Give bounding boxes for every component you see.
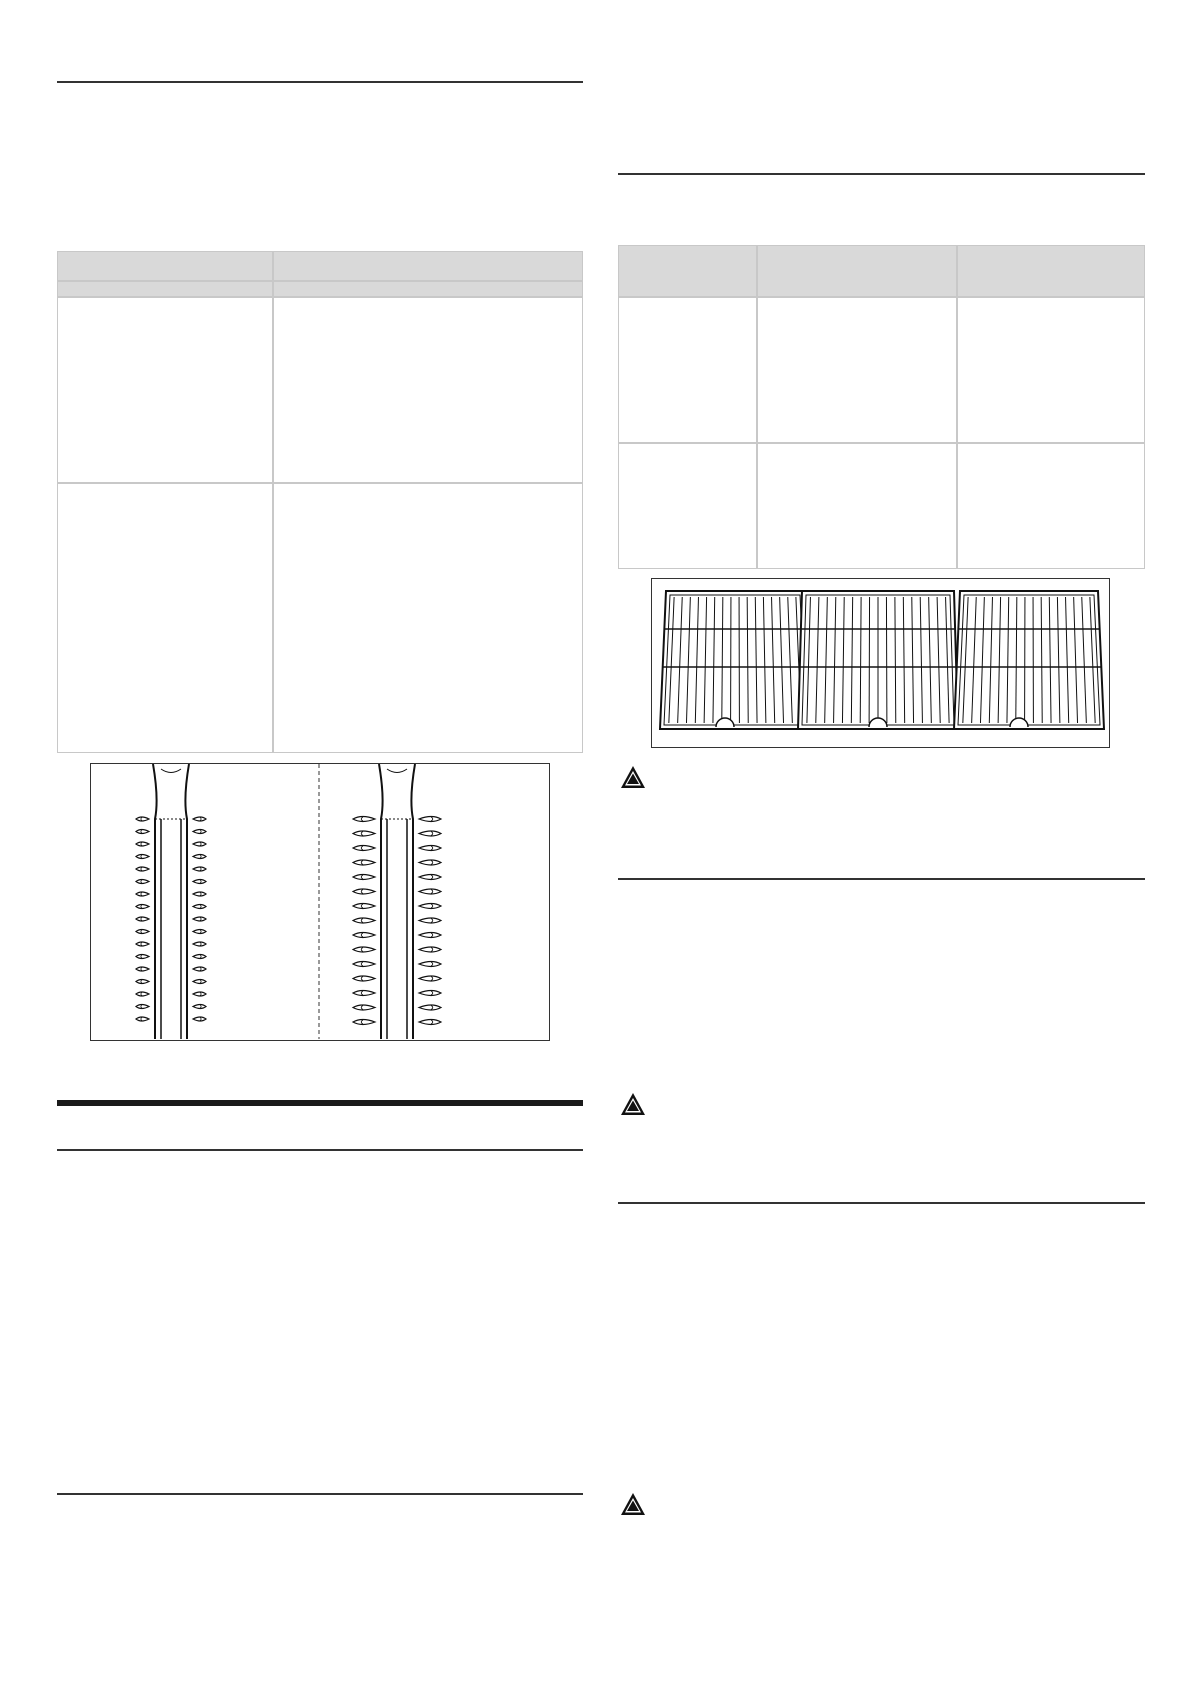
flame-left bbox=[353, 904, 375, 909]
table-cell bbox=[757, 297, 957, 443]
section-divider bbox=[618, 878, 1145, 880]
table-subheader-cell bbox=[273, 281, 583, 297]
flame-left bbox=[353, 875, 375, 880]
chapter-divider bbox=[57, 1100, 583, 1106]
cooking-grates-figure bbox=[651, 578, 1110, 748]
flame-right bbox=[419, 904, 441, 909]
table-header-cell bbox=[957, 245, 1145, 297]
section-divider bbox=[57, 81, 583, 83]
flame-left bbox=[353, 1020, 375, 1025]
flame-right bbox=[419, 976, 441, 981]
table-subheader-cell bbox=[57, 281, 273, 297]
section-divider bbox=[57, 1493, 583, 1495]
flame-right bbox=[419, 875, 441, 880]
flame-right bbox=[419, 846, 441, 851]
flame-left bbox=[136, 880, 149, 884]
warning-triangle-icon bbox=[620, 1492, 646, 1516]
flame-left bbox=[353, 918, 375, 923]
flame-right bbox=[193, 1017, 206, 1021]
burner-tube-outline bbox=[411, 764, 415, 1039]
flame-left bbox=[136, 1017, 149, 1021]
table-cell bbox=[57, 483, 273, 753]
cooking-grates-illustration bbox=[652, 579, 1108, 746]
warning-triangle-icon bbox=[620, 1092, 646, 1116]
flame-right bbox=[193, 880, 206, 884]
flame-left bbox=[136, 817, 149, 821]
flame-left bbox=[136, 955, 149, 959]
table-cell bbox=[757, 443, 957, 569]
flame-right bbox=[193, 967, 206, 971]
flame-right bbox=[419, 962, 441, 967]
flame-left bbox=[353, 947, 375, 952]
flame-left bbox=[136, 967, 149, 971]
flame-left bbox=[353, 846, 375, 851]
table-header-cell bbox=[757, 245, 957, 297]
flame-right bbox=[193, 930, 206, 934]
flame-right bbox=[419, 831, 441, 836]
table-cell bbox=[273, 483, 583, 753]
flame-left bbox=[136, 842, 149, 846]
table-cell bbox=[618, 297, 757, 443]
flame-left bbox=[353, 991, 375, 996]
flame-right bbox=[419, 1020, 441, 1025]
section-divider bbox=[618, 1202, 1145, 1204]
table-cell bbox=[957, 297, 1145, 443]
section-divider bbox=[57, 1149, 583, 1151]
flame-right bbox=[193, 980, 206, 984]
flame-right bbox=[419, 889, 441, 894]
flame-left bbox=[353, 889, 375, 894]
flame-left bbox=[136, 930, 149, 934]
flame-left bbox=[136, 942, 149, 946]
flame-left bbox=[353, 860, 375, 865]
flame-left bbox=[136, 980, 149, 984]
flame-right bbox=[193, 905, 206, 909]
burner-flame-figure bbox=[90, 763, 550, 1041]
flame-left bbox=[353, 817, 375, 822]
flame-left bbox=[136, 992, 149, 996]
flame-left bbox=[136, 867, 149, 871]
flame-right bbox=[419, 817, 441, 822]
flame-right bbox=[419, 1005, 441, 1010]
flame-left bbox=[136, 905, 149, 909]
flame-left bbox=[136, 830, 149, 834]
flame-right bbox=[193, 917, 206, 921]
table-header-cell bbox=[273, 251, 583, 281]
flame-left bbox=[353, 933, 375, 938]
table-header-cell bbox=[57, 251, 273, 281]
flame-right bbox=[193, 992, 206, 996]
flame-left bbox=[353, 1005, 375, 1010]
section-divider bbox=[618, 173, 1145, 175]
flame-right bbox=[193, 942, 206, 946]
flame-left bbox=[353, 831, 375, 836]
table-cell bbox=[273, 297, 583, 483]
flame-left bbox=[353, 962, 375, 967]
flame-right bbox=[193, 855, 206, 859]
warning-triangle-icon bbox=[620, 765, 646, 789]
table-cell bbox=[618, 443, 757, 569]
flame-right bbox=[193, 817, 206, 821]
table-cell bbox=[57, 297, 273, 483]
flame-right bbox=[419, 860, 441, 865]
cooking-grate bbox=[954, 591, 1104, 729]
cooking-grate bbox=[660, 591, 810, 729]
burner-tube-outline bbox=[379, 764, 383, 1039]
burner-flame-illustration bbox=[91, 764, 548, 1039]
table-cell bbox=[957, 443, 1145, 569]
flame-right bbox=[193, 892, 206, 896]
burner-tube-outline bbox=[185, 764, 189, 1039]
flame-right bbox=[193, 830, 206, 834]
flame-right bbox=[193, 1005, 206, 1009]
flame-left bbox=[136, 917, 149, 921]
flame-right bbox=[193, 955, 206, 959]
flame-right bbox=[193, 867, 206, 871]
flame-left bbox=[353, 976, 375, 981]
flame-right bbox=[419, 918, 441, 923]
flame-right bbox=[193, 842, 206, 846]
flame-right bbox=[419, 991, 441, 996]
burner-tube-outline bbox=[153, 764, 157, 1039]
flame-right bbox=[419, 947, 441, 952]
flame-left bbox=[136, 1005, 149, 1009]
cooking-grate bbox=[798, 591, 958, 729]
table-header-cell bbox=[618, 245, 757, 297]
flame-right bbox=[419, 933, 441, 938]
flame-left bbox=[136, 892, 149, 896]
flame-left bbox=[136, 855, 149, 859]
